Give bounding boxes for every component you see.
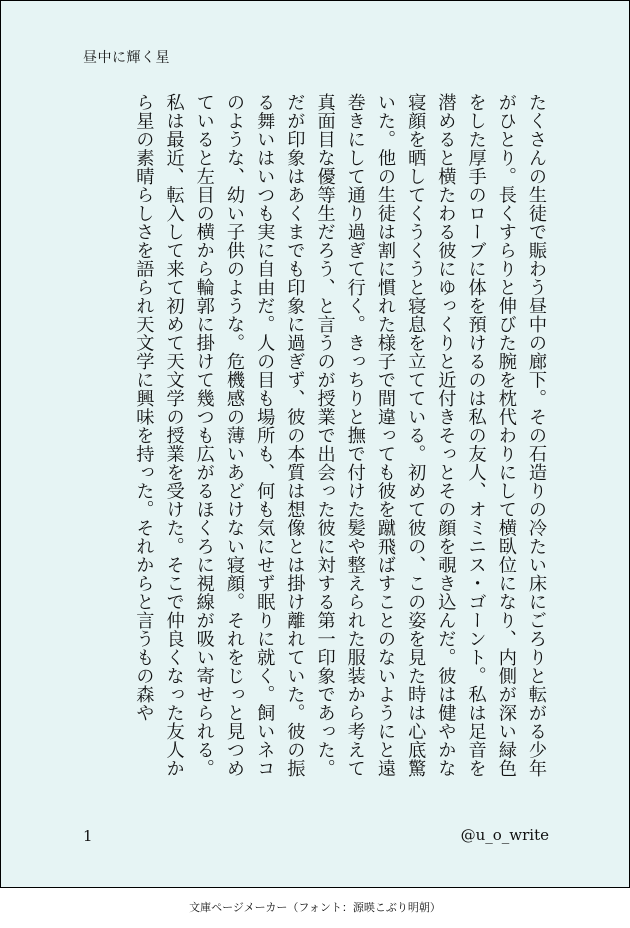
paragraph-2: 私は最近、転入して来て初めて天文学の授業を受けた。そこで仲良くなった友人から星の素晴らしさを語られ天文学に興味を持った。それからと言うもの森や <box>133 93 185 778</box>
paragraph-1: たくさんの生徒で賑わう昼中の廊下。その石造りの冷たい床にごろりと転がる少年がひとり。長くすらりと伸びた腕を枕代わりにして横臥位になり、内側が深い緑色をした厚手のローブに体を預けるのは私の友人、オミニス・ゴーント。私は足音を潜めると横たわる彼にゆっくりと近付きそっとその顔を覗き込んだ。彼は健やかな寝顔を晒してくうくうと寝息を立てている。初めて彼の、この姿を見た時は心底驚いた。他の生徒は割に慣れた様子で間違っても彼を蹴飛ばすことのないようにと遠巻きにして通り過ぎて行く。きっちりと撫で付けた髪や整えられた服装から考えて真面目な優等生だろう、と言うのが授業で出会った彼に対する第一印象であった。だが印象はあくまでも印象に過ぎず、彼の本質は想像とは掛け離れていた。彼の振る舞いはいつも実に自由だ。人の目も場所も、何も気にせず眠りに就く。飼いネコのような、幼い子供のような。危機感の薄いあどけない寝顔。それをじっと見つめていると左目の横から輪郭に掛けて幾つも広がるほくろに視線が吸い寄せられる。 <box>193 93 547 778</box>
author-handle: @u_o_write <box>460 826 549 844</box>
page-number: 1 <box>83 827 93 845</box>
page-title: 昼中に輝く星 <box>83 50 170 66</box>
body-text <box>128 93 551 793</box>
footer-credit: 文庫ページメーカー（フォント：源暎こぶり明朝） <box>189 901 441 914</box>
